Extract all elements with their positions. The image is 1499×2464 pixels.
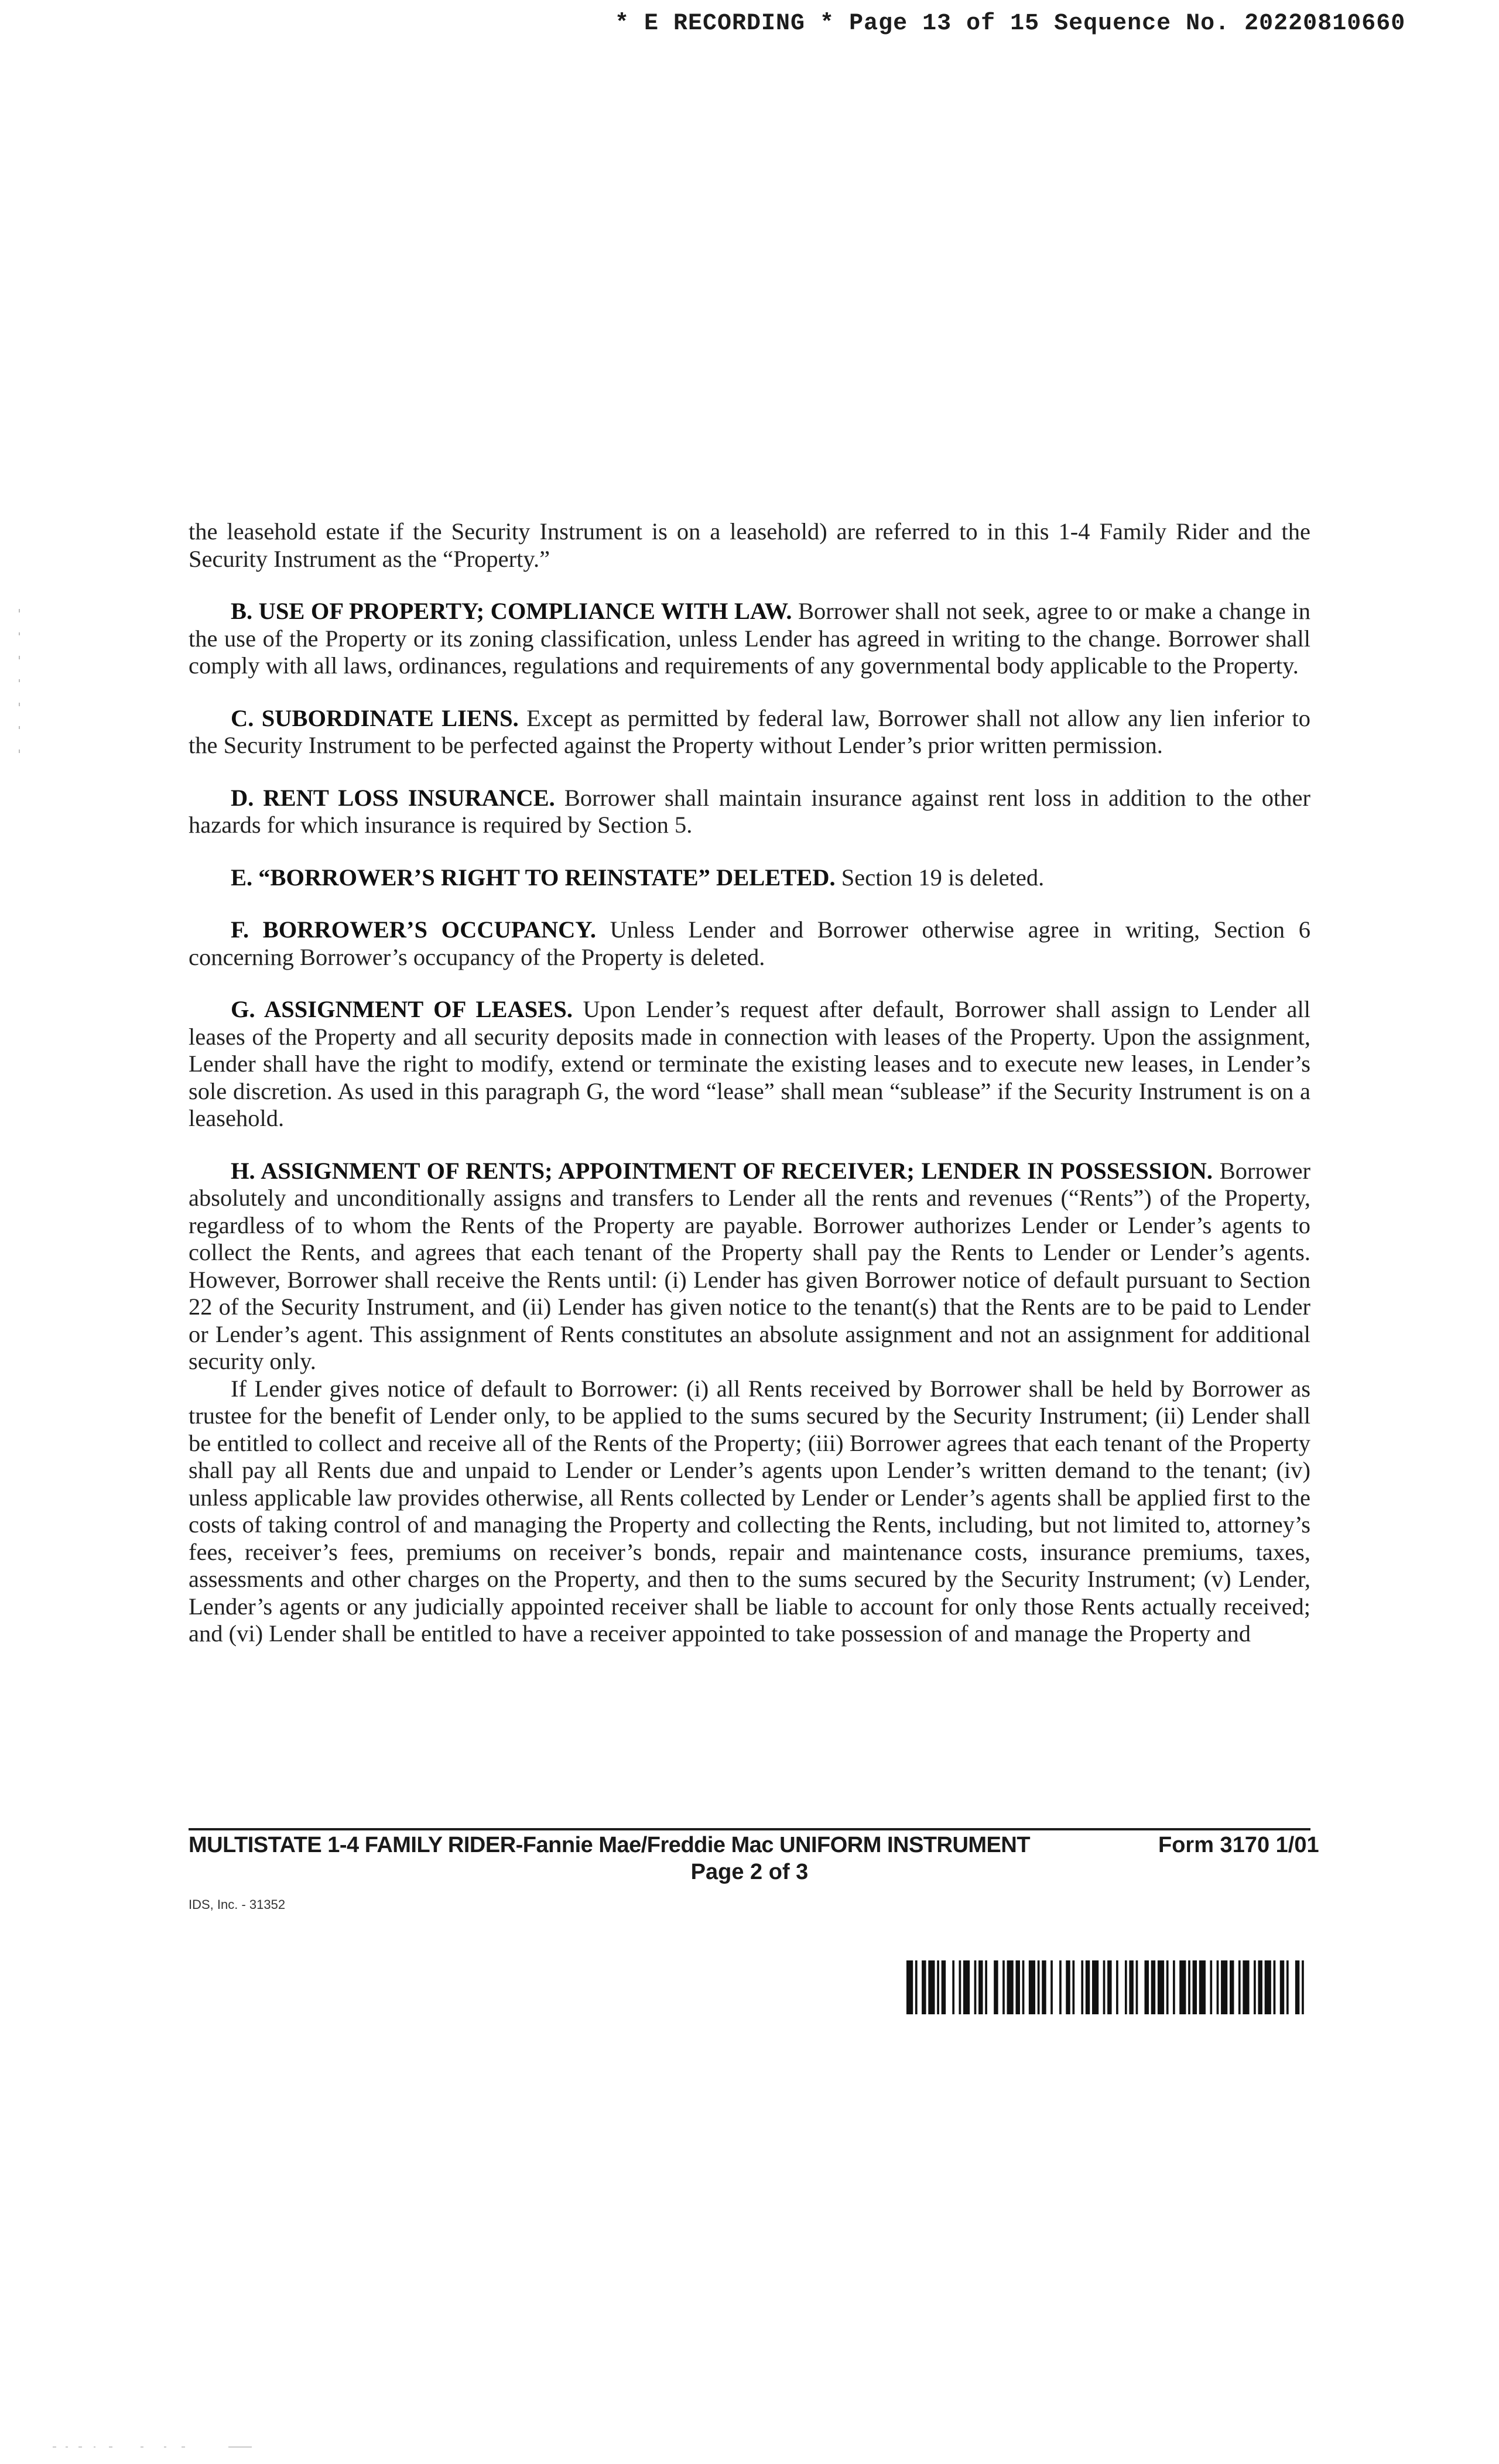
footer-ids-code: IDS, Inc. - 31352	[189, 1897, 286, 1912]
section-h-text: Borrower absolutely and unconditionally assigns and transfers to Lender all the rents and revenues (“Rents”) of the Property, regardless of to whom the Rents of the Property are payable. Borrower authorizes Lender or Lender’s agents to collect the Rents, and agrees that each tenant of the Property shall pay the Rents to Lender or Lender’s agents. However, Borrower shall receive the Rents until: (i) Lender has given Borrower notice of default pursuant to Section 22 of the Security Instrument, and (ii) Lender has given notice to the tenant(s) that the Rents are to be paid to Lender or Lender’s agent. This assignment of Rents constitutes an absolute assignment and not an assignment for additional security only.	[189, 1157, 1310, 1374]
section-c-text: Except as permitted by federal law, Borrower shall not allow any lien inferior to the Security Instrument to be perfected against the Property without Lender’s prior written permission.	[189, 704, 1310, 758]
section-g-text: Upon Lender’s request after default, Borrower shall assign to Lender all leases of the Property and all security deposits made in connection with leases of the Property. Upon the assignment, Lender shall have the right to modify, extend or terminate the existing leases and to execute new leases, in Lender’s sole discretion. As used in this paragraph G, the word “lease” shall mean “sublease” if the Security Instrument is on a leasehold.	[189, 996, 1310, 1131]
footer-form-title: MULTISTATE 1-4 FAMILY RIDER-Fannie Mae/Freddie Mac UNIFORM INSTRUMENT	[189, 1833, 1031, 1857]
section-d-text: Borrower shall maintain insurance against rent loss in addition to the other hazards for which insurance is required by Section 5.	[189, 784, 1310, 838]
rider-body	[189, 518, 1310, 1648]
footer-rule	[189, 1828, 1310, 1830]
scan-artifact-marks	[18, 609, 21, 761]
section-h-heading: H. ASSIGNMENT OF RENTS; APPOINTMENT OF RECEIVER; LENDER IN POSSESSION.	[231, 1157, 1213, 1184]
section-h-continued: If Lender gives notice of default to Borrower: (i) all Rents received by Borrower shall be held by Borrower as trustee for the benefit of Lender only, to be applied to the sums secured by the Security Instrument; (ii) Lender shall be entitled to collect and receive all of the Rents of the Property; (iii) Borrower agrees that each tenant of the Property shall pay all Rents due and unpaid to Lender or Lender’s agents upon Lender’s written demand to the tenant; (iv) unless applicable law provides otherwise, all Rents collected by Lender or Lender’s agents shall be applied first to the costs of taking control of and managing the Property and collecting the Rents, including, but not limited to, attorney’s fees, receiver’s fees, premiums on receiver’s bonds, repair and maintenance costs, insurance premiums, taxes, assessments and other charges on the Property, and then to the sums secured by the Security Instrument; (v) Lender, Lender’s agents or any judicially appointed receiver shall be liable to account for only those Rents actually received; and (vi) Lender shall be entitled to have a receiver appointed to take possession of and manage the Property and	[189, 1375, 1310, 1647]
section-b-text: Borrower shall not seek, agree to or make a change in the use of the Property or its zoning classification, unless Lender has agreed in writing to the change. Borrower shall comply with all laws, ordinances, regulations and requirements of any governmental body applicable to the Property.	[189, 598, 1310, 679]
section-d	[189, 785, 1310, 839]
section-f-text: Unless Lender and Borrower otherwise agree in writing, Section 6 concerning Borrower’s occupancy of the Property is deleted.	[189, 916, 1310, 970]
continuation-paragraph: the leasehold estate if the Security Instrument is on a leasehold) are referred to in this 1-4 Family Rider and the Security Instrument as the “Property.”	[189, 518, 1310, 572]
section-e-heading: E. “BORROWER’S RIGHT TO REINSTATE” DELETED.	[231, 864, 836, 891]
section-c-heading: C. SUBORDINATE LIENS.	[231, 704, 519, 731]
section-g-heading: G. ASSIGNMENT OF LEASES.	[231, 996, 573, 1022]
barcode-image	[906, 1960, 1310, 2014]
section-f	[189, 916, 1310, 971]
scan-edge-dots	[53, 2445, 263, 2449]
recording-header: * E RECORDING * Page 13 of 15 Sequence No. 20220810660	[615, 11, 1406, 37]
section-e-text: Section 19 is deleted.	[835, 864, 1045, 891]
section-b-heading: B. USE OF PROPERTY; COMPLIANCE WITH LAW.	[231, 598, 792, 624]
section-g	[189, 996, 1310, 1132]
section-h	[189, 1158, 1310, 1375]
footer-form-number: Form 3170 1/01	[1158, 1833, 1319, 1857]
section-b	[189, 598, 1310, 680]
section-d-heading: D. RENT LOSS INSURANCE.	[231, 784, 555, 811]
footer-page-number: Page 2 of 3	[690, 1860, 809, 1884]
section-e	[189, 864, 1310, 892]
section-f-heading: F. BORROWER’S OCCUPANCY.	[231, 916, 596, 943]
section-c	[189, 705, 1310, 759]
